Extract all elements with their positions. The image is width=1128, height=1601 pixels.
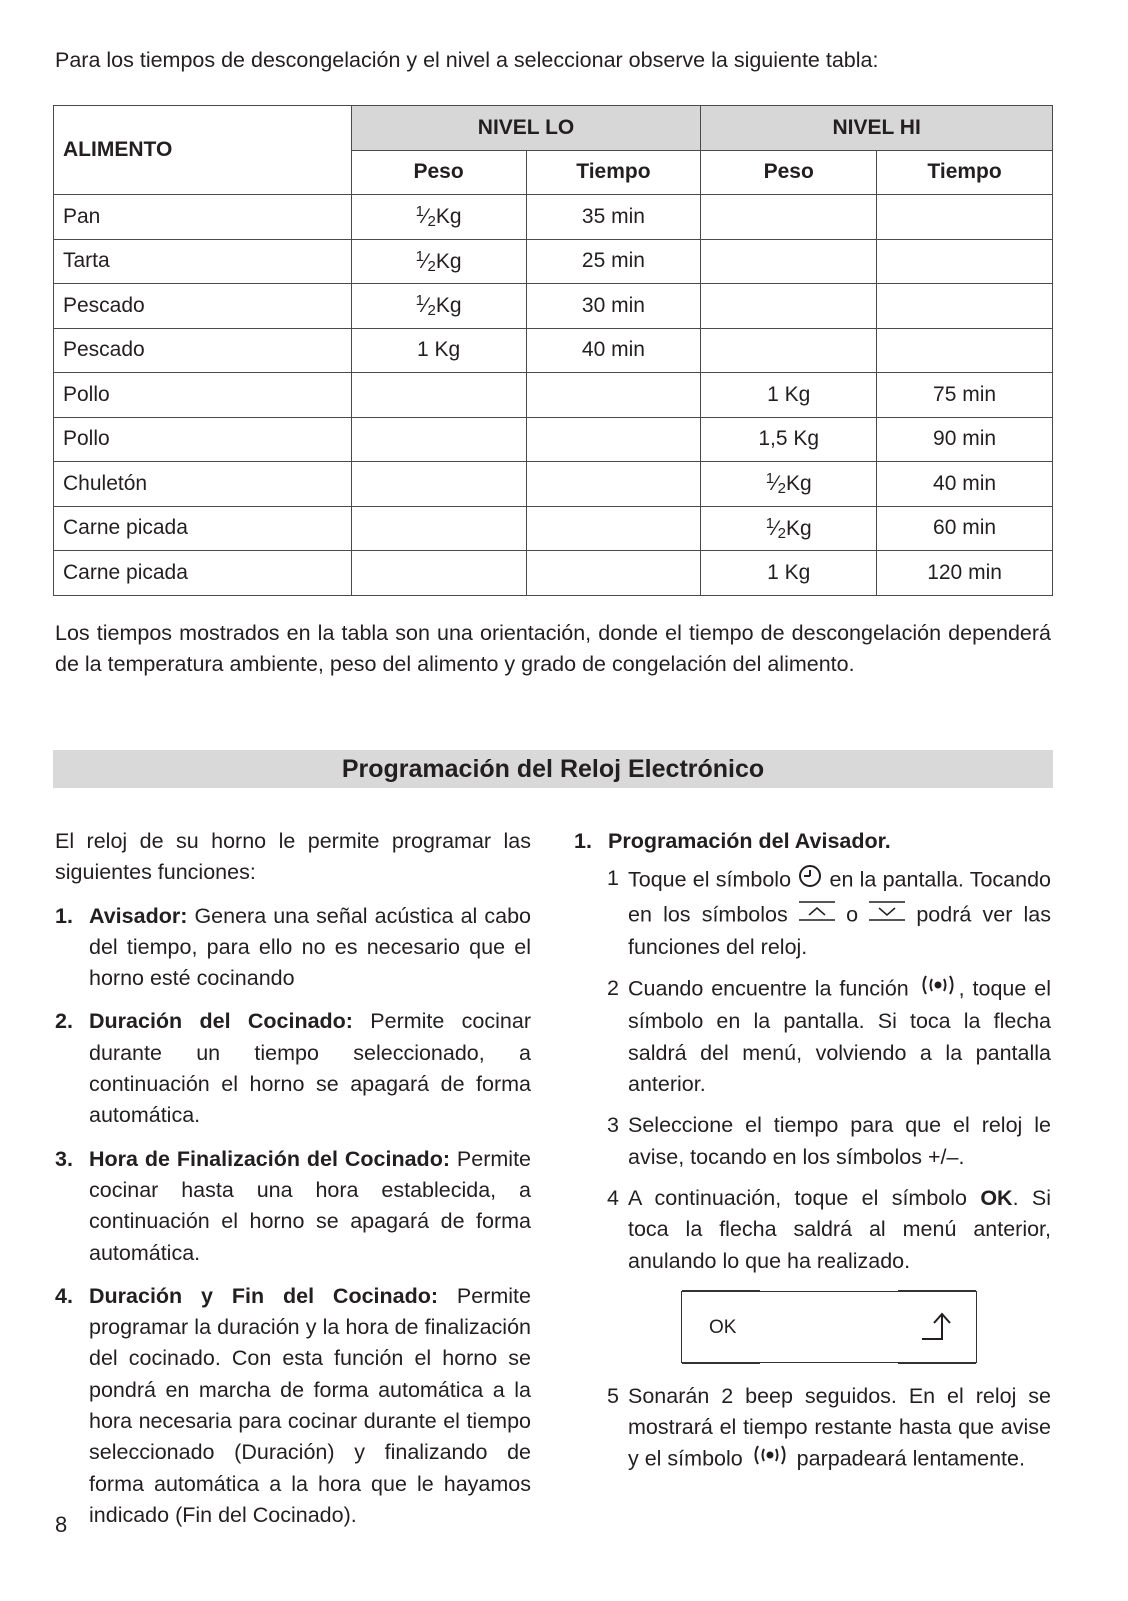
step-number: 5 [607,1383,619,1408]
hi-weight-cell [701,328,877,373]
item-number: 2. [55,1009,73,1034]
step-text: A continuación, toque el símbolo [628,1185,981,1210]
lo-time-cell [526,373,701,418]
lo-time-cell [526,462,701,507]
step-number: 3 [607,1113,619,1138]
food-cell: Pescado [54,328,352,373]
hi-weight-cell [701,284,877,329]
hi-weight-cell [701,239,877,284]
alarm-signal-icon [917,973,959,1006]
step-text: parpadeará lentamente. [790,1446,1025,1471]
title-number: 1. [574,829,592,853]
step-text: Cuando encuentre la función [628,976,917,1001]
item-number: 4. [55,1283,73,1308]
step-5 [574,1381,1051,1477]
clock-intro: El reloj de su horno le permite programar las siguientes funciones: [55,829,531,885]
food-cell: Pollo [54,417,352,462]
hi-weight-cell: 1,5 Kg [701,417,877,462]
item-text: Permite programar la duración y la hora de finalización del cocinado. Con esta función el horno se pondrá en marcha de forma automática a la hora necesaria para cocinar durante el tiempo seleccionado (Duración) y finalizando de forma automática a la hora que le hayamos indicado (Fin del Cocinado). [89,1283,531,1527]
ok-symbol: OK [980,1185,1013,1210]
table-row [54,328,1053,373]
lo-weight-cell [351,239,526,284]
item-title: Duración del Cocinado: [89,1009,353,1034]
half-fraction: $^1⁄_2Kg$ [415,247,462,275]
item-number: 3. [55,1146,73,1171]
item-text: Permite cocinar durante un tiempo seleccionado, a continuación el horno se apagará de forma automática. [89,1009,531,1128]
step-text: . Si toca la flecha saldrá al menú anterior, anulando lo que ha realizado. [628,1185,1051,1273]
hi-time-cell [877,239,1053,284]
item-number: 1. [55,903,73,928]
item-text: Permite cocinar hasta una hora establecida, a continuación el horno se apagará de forma automática. [89,1146,531,1265]
lo-weight-cell [351,373,526,418]
step-2 [574,973,1051,1100]
table-note: Los tiempos mostrados en la tabla son una orientación, donde el tiempo de descongelación dependerá de la temperatura ambiente, peso del alimento y grado de congelación del alimento. [55,621,1051,676]
lo-time-cell: 25 min [526,239,701,284]
lo-weight-cell [351,551,526,596]
table-row [54,195,1053,240]
divider [898,1290,976,1292]
food-cell: Chuletón [54,462,352,507]
header-hi-weight: Peso [701,150,877,195]
table-row [54,239,1053,284]
hi-time-cell [877,284,1053,329]
display-ok-panel [681,1291,977,1363]
food-cell: Carne picada [54,506,352,551]
lo-time-cell: 40 min [526,328,701,373]
table-row [54,417,1053,462]
hi-weight-cell [701,462,877,507]
hi-time-cell: 75 min [877,373,1053,418]
lo-time-cell [526,551,701,596]
lo-time-cell [526,417,701,462]
header-lo-time: Tiempo [526,150,701,195]
timer-section-title [574,826,1051,857]
table-row [54,506,1053,551]
half-fraction: $^1⁄_2Kg$ [765,514,812,542]
step-text: podrá ver las funciones del reloj. [628,901,1051,959]
table-row [54,284,1053,329]
right-column [574,826,1051,1477]
step-number: 4 [607,1185,619,1210]
step-text: Seleccione el tiempo para que el reloj le avise, tocando en los símbolos +/–. [628,1113,1051,1169]
half-fraction: $^1⁄_2Kg$ [765,470,812,498]
half-fraction: $^1⁄_2Kg$ [415,203,462,231]
header-food: ALIMENTO [54,106,352,195]
defrost-table [53,105,1053,596]
item-text: Genera una señal acústica al cabo del tiempo, para ello no es necesario que el horno esté cocinando [89,903,531,991]
divider [682,1290,760,1292]
step-number: 1 [607,866,619,891]
step-text: en la pantalla. Tocando en los símbolos [628,867,1051,926]
half-fraction: $^1⁄_2Kg$ [415,292,462,320]
hi-time-cell [877,328,1053,373]
food-cell: Tarta [54,239,352,284]
lo-weight-cell [351,195,526,240]
item-title: Avisador: [89,903,188,928]
lo-weight-cell [351,506,526,551]
function-item-2 [55,1006,531,1131]
step-text: Sonarán 2 beep seguidos. En el reloj se mostrará el tiempo restante hasta que avise y el símbolo [628,1383,1051,1471]
lo-time-cell: 30 min [526,284,701,329]
lo-weight-cell [351,417,526,462]
step-text: , toque el símbolo en la pantalla. Si toca la flecha saldrá del menú, volviendo a la pantalla anterior. [628,976,1051,1097]
back-arrow-icon[interactable] [920,1309,954,1352]
hi-weight-cell [701,506,877,551]
food-cell: Pescado [54,284,352,329]
table-row [54,462,1053,507]
clock-icon [797,863,823,898]
lo-weight-cell [351,284,526,329]
header-level-hi: NIVEL HI [701,106,1053,151]
food-cell: Pollo [54,373,352,418]
hi-weight-cell [701,195,877,240]
hi-weight-cell: 1 Kg [701,373,877,418]
item-title: Hora de Finalización del Cocinado: [89,1146,450,1171]
hi-time-cell: 60 min [877,506,1053,551]
ok-button[interactable]: OK [709,1316,737,1338]
section-title: Programación del Reloj Electrónico [53,750,1053,788]
step-4 [574,1183,1051,1277]
food-cell: Carne picada [54,551,352,596]
step-text: o [834,901,870,926]
hi-time-cell: 40 min [877,462,1053,507]
lo-weight-cell [351,462,526,507]
hi-weight-cell: 1 Kg [701,551,877,596]
table-row [54,551,1053,596]
hi-time-cell: 90 min [877,417,1053,462]
hi-time-cell: 120 min [877,551,1053,596]
alarm-signal-icon [749,1443,791,1476]
divider [682,1362,760,1364]
function-item-4 [55,1281,531,1531]
chevron-down-icon [869,899,905,932]
table-row [54,373,1053,418]
left-column [55,826,531,1531]
step-number: 2 [607,976,619,1001]
table-header-row [54,106,1053,151]
function-item-3 [55,1144,531,1269]
title-text: Programación del Avisador. [608,829,891,853]
step-text: Toque el símbolo [628,867,798,892]
lo-weight-cell: 1 Kg [351,328,526,373]
food-cell: Pan [54,195,352,240]
step-3 [574,1110,1051,1173]
header-level-lo: NIVEL LO [351,106,701,151]
page-number: 8 [55,1512,68,1537]
chevron-up-icon [799,899,835,932]
lo-time-cell [526,506,701,551]
hi-time-cell [877,195,1053,240]
intro-text: Para los tiempos de descongelación y el nivel a seleccionar observe la siguiente tabla: [55,48,879,72]
divider [898,1362,976,1364]
function-item-1 [55,901,531,995]
item-title: Duración y Fin del Cocinado: [89,1283,439,1308]
header-hi-time: Tiempo [877,150,1053,195]
step-1 [574,863,1051,963]
header-lo-weight: Peso [351,150,526,195]
lo-time-cell: 35 min [526,195,701,240]
